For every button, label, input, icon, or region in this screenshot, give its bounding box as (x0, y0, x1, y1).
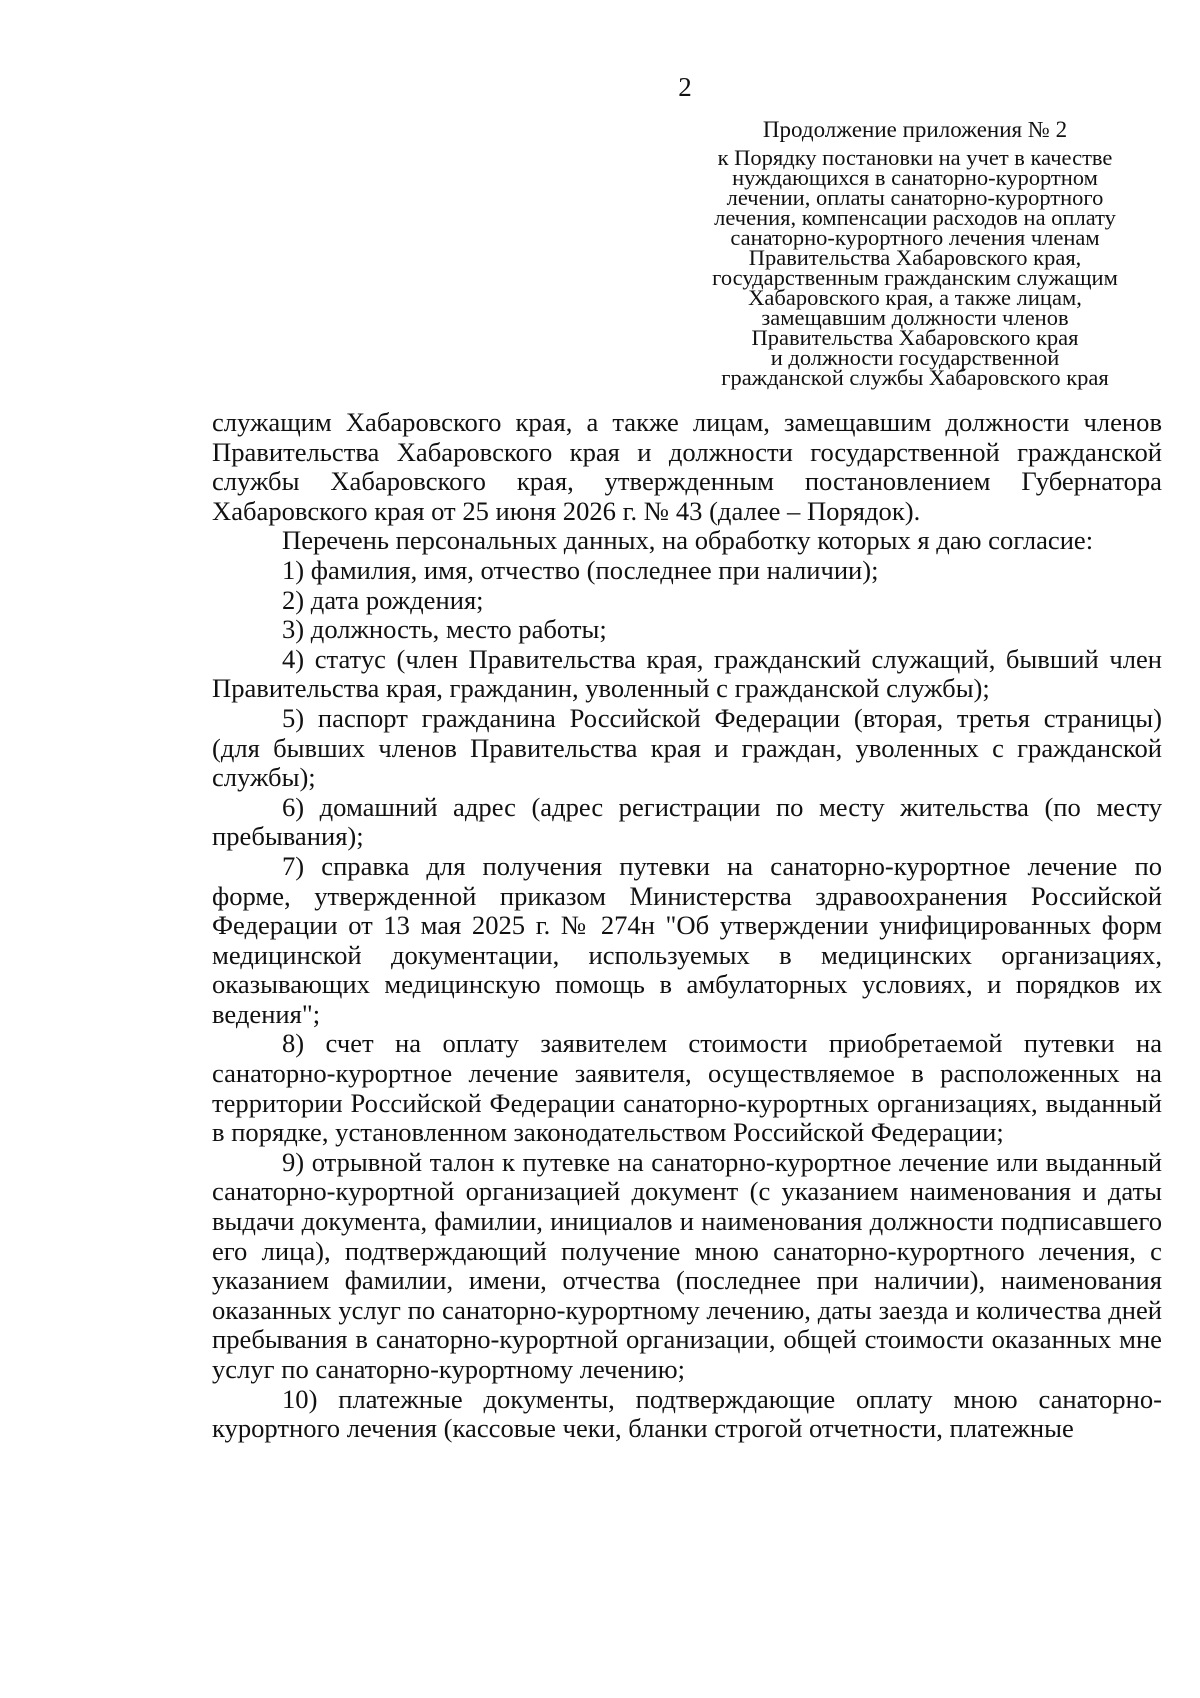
appendix-line: лечения, компенсации расходов на оплату (714, 205, 1116, 230)
appendix-line: государственным гражданским служащим (712, 265, 1118, 290)
appendix-line: гражданской службы Хабаровского края (721, 365, 1109, 390)
page-number: 2 (678, 72, 692, 102)
intro-paragraph: служащим Хабаровского края, а также лицам, замещавшим должности членов Правительства Хабаровского края и должности государственной гражданской службы Хабаровского края, утвержденным постановлением Губернатора Хабаровского края от 25 июня 2026 г. № 43 (далее – Порядок). (212, 407, 1162, 526)
appendix-line: Правительства Хабаровского края (751, 325, 1079, 350)
appendix-title: Продолжение приложения № 2 (762, 117, 1068, 142)
appendix-line: лечении, оплаты санаторно-курортного (726, 185, 1104, 210)
appendix-line: Хабаровского края, а также лицам, (748, 285, 1082, 310)
appendix-heading (690, 118, 1140, 388)
appendix-reference (690, 145, 1140, 390)
appendix-line: санаторно-курортного лечения членам (730, 225, 1100, 250)
list-item: 7) справка для получения путевки на санаторно-курортное лечение по форме, утвержденной приказом Министерства здравоохранения Российской Федерации от 13 мая 2025 г. № 274н "Об утверждении унифицированных форм медицинской документации, используемых в медицинских организациях, оказывающих медицинскую помощь в амбулаторных условиях, и порядков их ведения"; (212, 850, 1162, 1029)
list-item: 8) счет на оплату заявителем стоимости приобретаемой путевки на санаторно-курортное лечение заявителя, осуществляемое в расположенных на территории Российской Федерации санаторно-курортных организациях, выданный в порядке, установленном законодательством Российской Федерации; (212, 1028, 1162, 1148)
list-item: 6) домашний адрес (адрес регистрации по месту жительства (по месту пребывания); (212, 791, 1162, 852)
list-item: 4) статус (член Правительства края, гражданский служащий, бывший член Правительства края, гражданин, уволенный с гражданской службы); (212, 643, 1162, 704)
list-item: 1) фамилия, имя, отчество (последнее при наличии); (282, 554, 879, 585)
appendix-line: нуждающихся в санаторно-курортном (732, 165, 1098, 190)
appendix-line: Правительства Хабаровского края, (748, 245, 1082, 270)
appendix-line: замещавшим должности членов (761, 305, 1069, 330)
document-body (212, 408, 1162, 1444)
list-item: 10) платежные документы, подтверждающие оплату мною санаторно-курортного лечения (кассовые чеки, бланки строгой отчетности, платежные (212, 1383, 1162, 1444)
list-item: 9) отрывной талон к путевке на санаторно-курортное лечение или выданный санаторно-курортной организацией документ (с указанием наименования и даты выдачи документа, фамилии, инициалов и наименования должности подписавшего его лица), подтверждающий получение мною санаторно-курортного лечения, с указанием фамилии, имени, отчества (последнее при наличии), наименования оказанных услуг по санаторно-курортному лечению, даты заезда и количества дней пребывания в санаторно-курортной организации, общей стоимости оказанных мне услуг по санаторно-курортному лечению; (212, 1146, 1162, 1384)
list-item: 3) должность, место работы; (282, 614, 607, 645)
list-heading: Перечень персональных данных, на обработку которых я даю согласие: (282, 525, 1094, 556)
appendix-line: и должности государственной (770, 345, 1060, 370)
list-item: 5) паспорт гражданина Российской Федерации (вторая, третья страницы) (для бывших членов Правительства края и граждан, уволенных с гражданской службы); (212, 702, 1162, 793)
appendix-line: к Порядку постановки на учет в качестве (717, 145, 1113, 170)
list-item: 2) дата рождения; (282, 584, 484, 615)
